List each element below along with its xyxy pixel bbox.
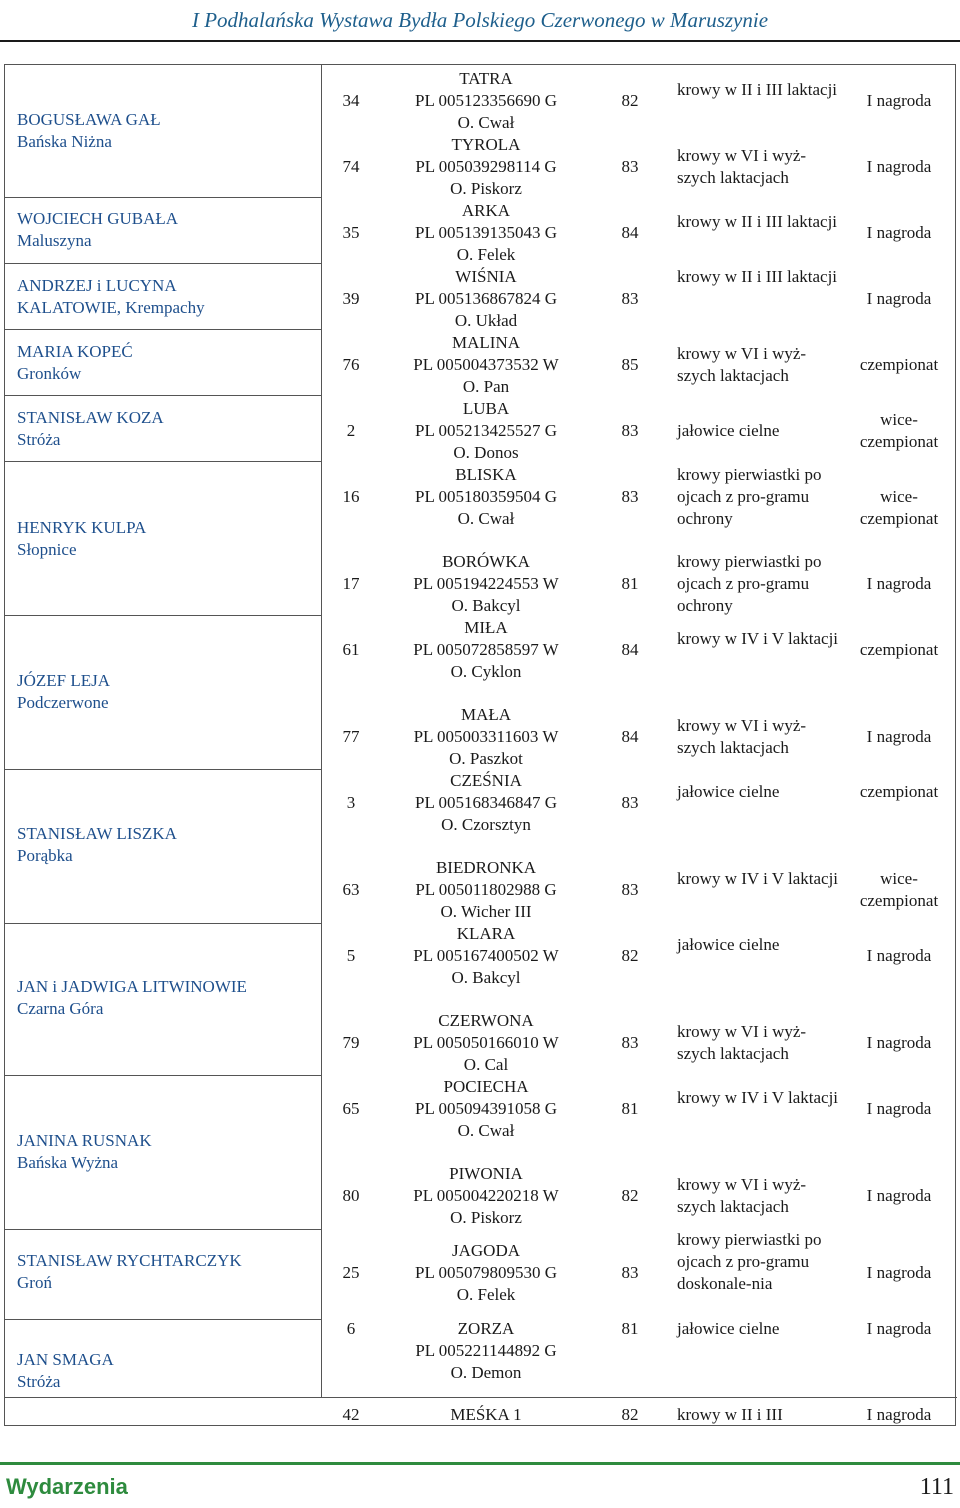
score: 82 (621, 1405, 639, 1424)
category: krowy pierwiastki po ojcach z pro-gramu doskonale-nia (677, 1230, 822, 1293)
cow-name: MIŁA (464, 618, 508, 637)
cow-cell (381, 617, 591, 683)
cow-id: PL 005139135043 G (415, 223, 557, 242)
score: 83 (621, 1033, 639, 1052)
owner-place: Stróża (17, 1372, 61, 1391)
cow-id: PL 005003311603 W (413, 727, 559, 746)
entry-number: 76 (342, 355, 360, 374)
category: krowy w IV i V laktacji (677, 869, 839, 888)
owner-name: STANISŁAW KOZA (17, 408, 164, 427)
cow-id: PL 005167400502 W (413, 946, 559, 965)
cow-cell (381, 266, 591, 332)
owner-place: Stróża (17, 430, 61, 449)
entry-number: 2 (346, 421, 356, 440)
award: I nagroda (866, 1186, 932, 1205)
cow-sire: O. Wicher III (440, 902, 532, 921)
owner-name: STANISŁAW LISZKA (17, 824, 177, 843)
cow-id: PL 005094391058 G (415, 1099, 557, 1118)
cow-name: ARKA (461, 201, 511, 220)
cow-id: PL 005213425527 G (415, 421, 557, 440)
owner-place: Czarna Góra (17, 999, 104, 1018)
running-title: I Podhalańska Wystawa Bydła Polskiego Czerwonego w Maruszynie (191, 8, 769, 32)
cow-cell (381, 1163, 591, 1229)
owner-place: Groń (17, 1273, 52, 1292)
award: czempionat (859, 640, 939, 659)
cow-sire: O. Układ (454, 311, 518, 330)
owner-name: STANISŁAW RYCHTARCZYK (17, 1251, 242, 1270)
award: I nagroda (866, 223, 932, 242)
entry-number: 17 (342, 574, 360, 593)
cow-name: ZORZA (457, 1319, 515, 1338)
cow-sire: O. Demon (450, 1363, 522, 1382)
cow-name: MALINA (452, 333, 520, 352)
cow-id: PL 005079809530 G (415, 1263, 557, 1282)
cow-cell (381, 332, 591, 398)
score: 84 (621, 727, 639, 746)
score: 84 (621, 640, 639, 659)
owner-place: Gronków (17, 364, 82, 383)
category: jałowice cielne (677, 782, 780, 801)
category: krowy w VI i wyż-szych laktacjach (677, 344, 807, 385)
cow-name: MEŚKA 1 (450, 1405, 522, 1424)
cow-name: TYROLA (451, 135, 521, 154)
cow-cell (381, 770, 591, 836)
owner-name: WOJCIECH GUBAŁA (17, 209, 179, 228)
owner-cell (17, 341, 307, 385)
cow-name: WIŚNIA (455, 267, 517, 286)
owner-place: Bańska Niżna (17, 132, 112, 151)
category: jałowice cielne (677, 935, 780, 954)
cow-name: LUBA (462, 399, 510, 418)
page-header (0, 0, 960, 40)
category: krowy w II i III laktacji (677, 80, 838, 99)
cow-sire: O. Cal (463, 1055, 509, 1074)
owner-name: MARIA KOPEĆ (17, 342, 133, 361)
cow-id: PL 005194224553 W (413, 574, 559, 593)
page-number: 111 (919, 1474, 954, 1500)
entry-number: 25 (342, 1263, 360, 1282)
category: krowy w IV i V laktacji (677, 629, 839, 648)
cow-id: PL 005004220218 W (413, 1186, 559, 1205)
row-divider (5, 263, 321, 264)
score: 84 (621, 223, 639, 242)
entry-number: 34 (342, 91, 360, 110)
entry-number: 16 (342, 487, 360, 506)
cow-id: PL 005180359504 G (415, 487, 557, 506)
cow-name: BIEDRONKA (435, 858, 537, 877)
owner-name: BOGUSŁAWA GAŁ (17, 110, 161, 129)
entry-number: 80 (342, 1186, 360, 1205)
score: 82 (621, 1186, 639, 1205)
cow-name: POCIECHA (443, 1077, 529, 1096)
owner-name: JANINA RUSNAK (17, 1131, 152, 1150)
category: krowy w VI i wyż-szych laktacjach (677, 1175, 807, 1216)
award: I nagroda (866, 91, 932, 110)
score: 83 (621, 793, 639, 812)
row-divider (5, 615, 321, 616)
row-divider (5, 769, 321, 770)
category: krowy w VI i wyż-szych laktacjach (677, 146, 807, 187)
entry-number: 3 (346, 793, 356, 812)
award: I nagroda (866, 1263, 932, 1282)
cow-cell (381, 923, 591, 989)
cow-id: PL 005072858597 W (413, 640, 559, 659)
entry-number: 77 (342, 727, 360, 746)
cow-name: JAGODA (452, 1241, 520, 1260)
owner-cell (17, 1130, 307, 1174)
cow-cell (381, 1240, 591, 1306)
owner-cell (17, 670, 307, 714)
category: krowy w IV i V laktacji (677, 1088, 839, 1107)
cow-sire: O. Bakcyl (451, 596, 521, 615)
cow-id: PL 005004373532 W (413, 355, 559, 374)
cow-cell (381, 68, 591, 134)
row-divider (5, 329, 321, 330)
entry-number: 79 (342, 1033, 360, 1052)
owner-cell (17, 275, 307, 319)
award: I nagroda (866, 1319, 932, 1338)
cow-sire: O. Felek (456, 245, 516, 264)
award: czempionat (859, 782, 939, 801)
category: krowy w II i III laktacji (677, 212, 838, 231)
row-divider (5, 395, 321, 396)
category: krowy w II i III (677, 1405, 783, 1424)
entry-number: 35 (342, 223, 360, 242)
category: krowy w II i III laktacji (677, 267, 838, 286)
cow-sire: O. Piskorz (450, 1208, 522, 1227)
category: krowy pierwiastki po ojcach z pro-gramu ochrony (677, 552, 822, 615)
cow-id: PL 005221144892 G (415, 1341, 557, 1360)
award: wice-czempionat (859, 410, 939, 451)
award: czempionat (859, 355, 939, 374)
score: 82 (621, 91, 639, 110)
cow-sire: O. Donos (453, 443, 519, 462)
row-divider (5, 1319, 321, 1320)
owner-cell (17, 823, 307, 867)
award: I nagroda (866, 946, 932, 965)
cow-sire: O. Pan (462, 377, 510, 396)
award: wice-czempionat (859, 487, 939, 528)
score: 82 (621, 946, 639, 965)
cow-name: TATRA (459, 69, 513, 88)
score: 83 (621, 880, 639, 899)
cow-name: KLARA (456, 924, 516, 943)
entry-number: 63 (342, 880, 360, 899)
owner-cell (17, 407, 307, 451)
entry-number: 42 (342, 1405, 360, 1424)
owner-cell (17, 517, 307, 561)
cow-name: PIWONIA (449, 1164, 523, 1183)
row-divider (5, 1229, 321, 1230)
row-divider (5, 923, 321, 924)
cow-sire: O. Felek (456, 1285, 516, 1304)
entry-number: 74 (342, 157, 360, 176)
row-divider (5, 461, 321, 462)
owner-cell (17, 1250, 307, 1294)
cow-cell (381, 464, 591, 530)
cow-cell (381, 1318, 591, 1384)
cow-sire: O. Piskorz (450, 179, 522, 198)
score: 83 (621, 421, 639, 440)
score: 85 (621, 355, 639, 374)
owner-place: Słopnice (17, 540, 77, 559)
category: jałowice cielne (677, 1319, 780, 1338)
score: 81 (621, 574, 639, 593)
cow-sire: O. Cyklon (450, 662, 522, 681)
row-divider (5, 1397, 957, 1398)
entry-number: 61 (342, 640, 360, 659)
award: I nagroda (866, 1099, 932, 1118)
cow-id: PL 005168346847 G (415, 793, 557, 812)
owner-name: JÓZEF LEJA (17, 671, 111, 690)
owner-place: Podczerwone (17, 693, 109, 712)
cow-id: PL 005050166010 W (413, 1033, 559, 1052)
entry-number: 65 (342, 1099, 360, 1118)
cow-name: CZEŚNIA (450, 771, 522, 790)
award: I nagroda (866, 727, 932, 746)
row-divider (5, 1075, 321, 1076)
award: I nagroda (866, 157, 932, 176)
cow-cell (381, 1076, 591, 1142)
cow-name: CZERWONA (438, 1011, 534, 1030)
category: krowy w VI i wyż-szych laktacjach (677, 716, 807, 757)
owner-cell (17, 109, 307, 153)
award: I nagroda (866, 289, 932, 308)
award: wice-czempionat (859, 869, 939, 910)
cow-name: MAŁA (460, 705, 512, 724)
award: I nagroda (866, 574, 932, 593)
cow-cell (381, 134, 591, 200)
cow-cell (381, 200, 591, 266)
entry-number: 39 (342, 289, 360, 308)
section-label: Wydarzenia (6, 1474, 128, 1499)
cow-id: PL 005123356690 G (415, 91, 557, 110)
owner-place: Bańska Wyżna (17, 1153, 119, 1172)
header-rule (0, 40, 960, 42)
cow-name: BORÓWKA (442, 552, 530, 571)
score: 81 (621, 1319, 639, 1338)
owner-cell (17, 1349, 307, 1393)
cow-cell (381, 857, 591, 923)
entry-number: 5 (346, 946, 356, 965)
category: krowy pierwiastki po ojcach z pro-gramu ochrony (677, 465, 822, 528)
category: jałowice cielne (677, 421, 780, 440)
cow-cell (381, 551, 591, 617)
owner-place: KALATOWIE, Krempachy (17, 298, 205, 317)
owner-name: HENRYK KULPA (17, 518, 147, 537)
cow-sire: O. Czorsztyn (441, 815, 531, 834)
cow-id: PL 005039298114 G (415, 157, 557, 176)
owner-name: JAN i JADWIGA LITWINOWIE (17, 977, 247, 996)
score: 83 (621, 487, 639, 506)
cow-sire: O. Cwał (457, 509, 515, 528)
owner-name: JAN SMAGA (17, 1350, 114, 1369)
owner-place: Maluszyna (17, 231, 92, 250)
cow-sire: O. Cwał (457, 113, 515, 132)
cow-name: BLISKA (455, 465, 517, 484)
cow-sire: O. Paszkot (449, 749, 523, 768)
cow-sire: O. Bakcyl (451, 968, 521, 987)
owner-name: ANDRZEJ i LUCYNA (17, 276, 177, 295)
cow-id: PL 005136867824 G (415, 289, 557, 308)
row-divider (5, 197, 321, 198)
footer-rule (0, 1462, 960, 1465)
entry-number: 6 (346, 1319, 356, 1338)
score: 83 (621, 289, 639, 308)
award: I nagroda (866, 1033, 932, 1052)
cow-cell (381, 398, 591, 464)
cow-cell (381, 704, 591, 770)
results-table (4, 64, 956, 1426)
award: I nagroda (866, 1405, 932, 1424)
cow-sire: O. Cwał (457, 1121, 515, 1140)
category: krowy w VI i wyż-szych laktacjach (677, 1022, 807, 1063)
owner-place: Porąbka (17, 846, 73, 865)
score: 83 (621, 157, 639, 176)
score: 81 (621, 1099, 639, 1118)
owner-cell (17, 208, 307, 252)
cow-id: PL 005011802988 G (415, 880, 557, 899)
score: 83 (621, 1263, 639, 1282)
owner-cell (17, 976, 307, 1020)
cow-cell (381, 1010, 591, 1076)
